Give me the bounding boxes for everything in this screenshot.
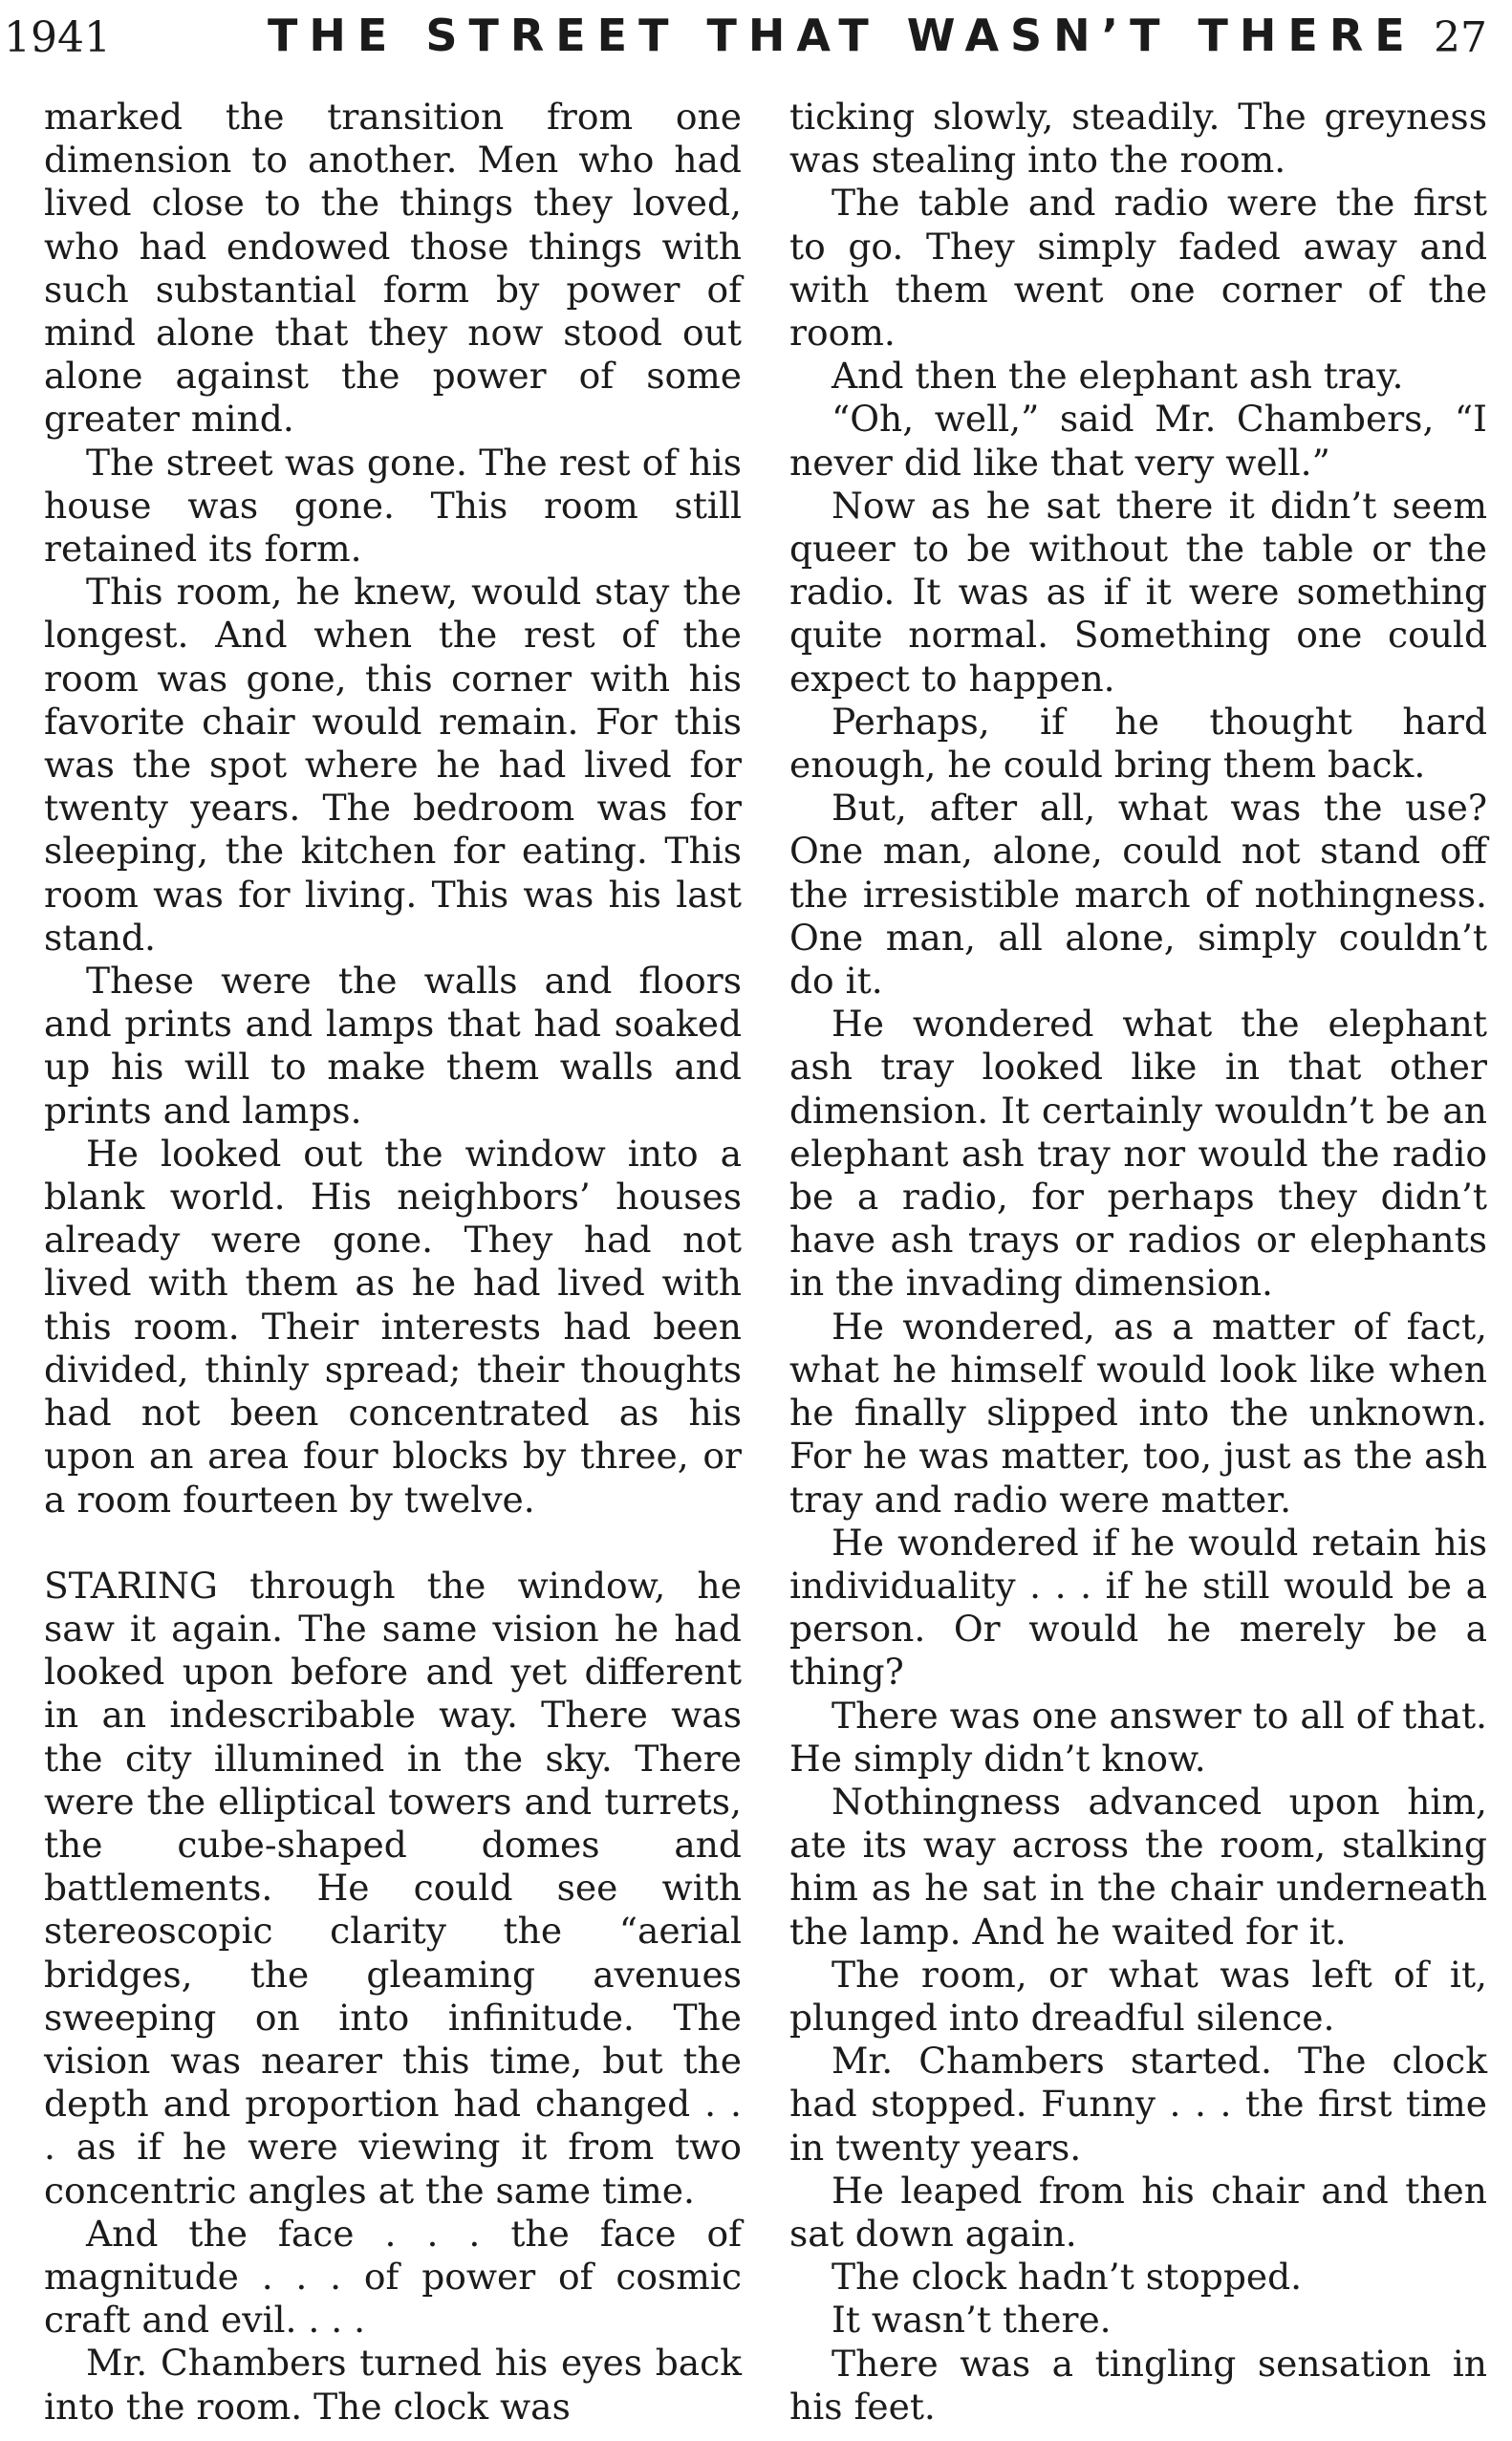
paragraph: Perhaps, if he thought hard enough, he could bring them back. [789, 700, 1487, 787]
paragraph: He leaped from his chair and then sat down again. [789, 2169, 1487, 2255]
header-year: 1941 [4, 13, 111, 62]
paragraph: The street was gone. The rest of his house was gone. This room still retained its form. [44, 441, 742, 571]
paragraph: ticking slowly, steadily. The greyness was stealing into the room. [789, 96, 1487, 182]
paragraph: marked the transition from one dimension to another. Men who had lived close to the things they loved, who had endowed those things with such substantial form by power of mind alone that they now stood out alone against the power of some greater mind. [44, 96, 742, 441]
paragraph: The room, or what was left of it, plunged into dreadful silence. [789, 1953, 1487, 2039]
paragraph: There was a tingling sensation in his feet. [789, 2342, 1487, 2428]
paragraph: Mr. Chambers started. The clock had stopped. Funny . . . the first time in twenty years. [789, 2040, 1487, 2169]
paragraph: The table and radio were the first to go. They simply faded away and with them went one corner of the room. [789, 182, 1487, 355]
paragraph: He wondered what the elephant ash tray looked like in that other dimension. It certainly wouldn’t be an elephant ash tray nor would the radio be a radio, for perhaps they didn’t have ash trays or radios or elephants in the invading dimension. [789, 1003, 1487, 1305]
paragraph: Nothingness advanced upon him, ate its way across the room, stalking him as he sat in the chair underneath the lamp. And he waited for it. [789, 1780, 1487, 1953]
paragraph: But, after all, what was the use? One man, alone, could not stand off the irresistible march of nothingness. One man, all alone, simply couldn’t do it. [789, 787, 1487, 1003]
paragraph: These were the walls and floors and prints and lamps that had soaked up his will to make them walls and prints and lamps. [44, 960, 742, 1132]
paragraph: This room, he knew, would stay the longest. And when the rest of the room was gone, this corner with his favorite chair would remain. For this was the spot where he had lived for twenty years. The bedroom was for sleeping, the kitchen for eating. This room was for living. This was his last stand. [44, 571, 742, 959]
paragraph: Mr. Chambers turned his eyes back into the room. The clock was [44, 2342, 742, 2428]
paragraph: There was one answer to all of that. He simply didn’t know. [789, 1694, 1487, 1780]
paragraph: He wondered, as a matter of fact, what he himself would look like when he finally slipped into the unknown. For he was matter, too, just as the ash tray and radio were matter. [789, 1305, 1487, 1521]
paragraph: Now as he sat there it didn’t seem queer to be without the table or the radio. It was as if it were something quite normal. Something one could expect to happen. [789, 484, 1487, 700]
paragraph: And then the elephant ash tray. [832, 355, 1404, 398]
paragraph: He looked out the window into a blank world. His neighbors’ houses already were gone. They had not lived with them as he had lived with this room. Their interests had been divided, thinly spread; their thoughts had not been concentrated as his upon an area four blocks by three, or a room fourteen by twelve. [44, 1132, 742, 1521]
header-title: THE STREET THAT WASN’T THERE [268, 10, 1416, 61]
paragraph: “Oh, well,” said Mr. Chambers, “I never did like that very well.” [789, 398, 1487, 484]
left-column [44, 96, 742, 2429]
running-header [0, 6, 1512, 73]
section-opening-paragraph: STARING through the window, he saw it again. The same vision he had looked upon before and yet different in an indescribable way. There was the city illumined in the sky. There were the elliptical towers and turrets, the cube-shaped domes and battlements. He could see with stereoscopic clarity the “aerial bridges, the gleaming avenues sweeping on into infinitude. The vision was nearer this time, but the depth and proportion had changed . . . as if he were viewing it from two concentric angles at the same time. [44, 1564, 742, 2212]
paragraph: The clock hadn’t stopped. [832, 2256, 1303, 2299]
right-column [789, 96, 1487, 2429]
paragraph: It wasn’t there. [832, 2299, 1112, 2342]
paragraph: He wondered if he would retain his individuality . . . if he still would be a person. Or would he merely be a thing? [789, 1521, 1487, 1694]
paragraph: And the face . . . the face of magnitude . . . of power of cosmic craft and evil. . . . [44, 2212, 742, 2342]
page-number: 27 [1434, 13, 1487, 62]
